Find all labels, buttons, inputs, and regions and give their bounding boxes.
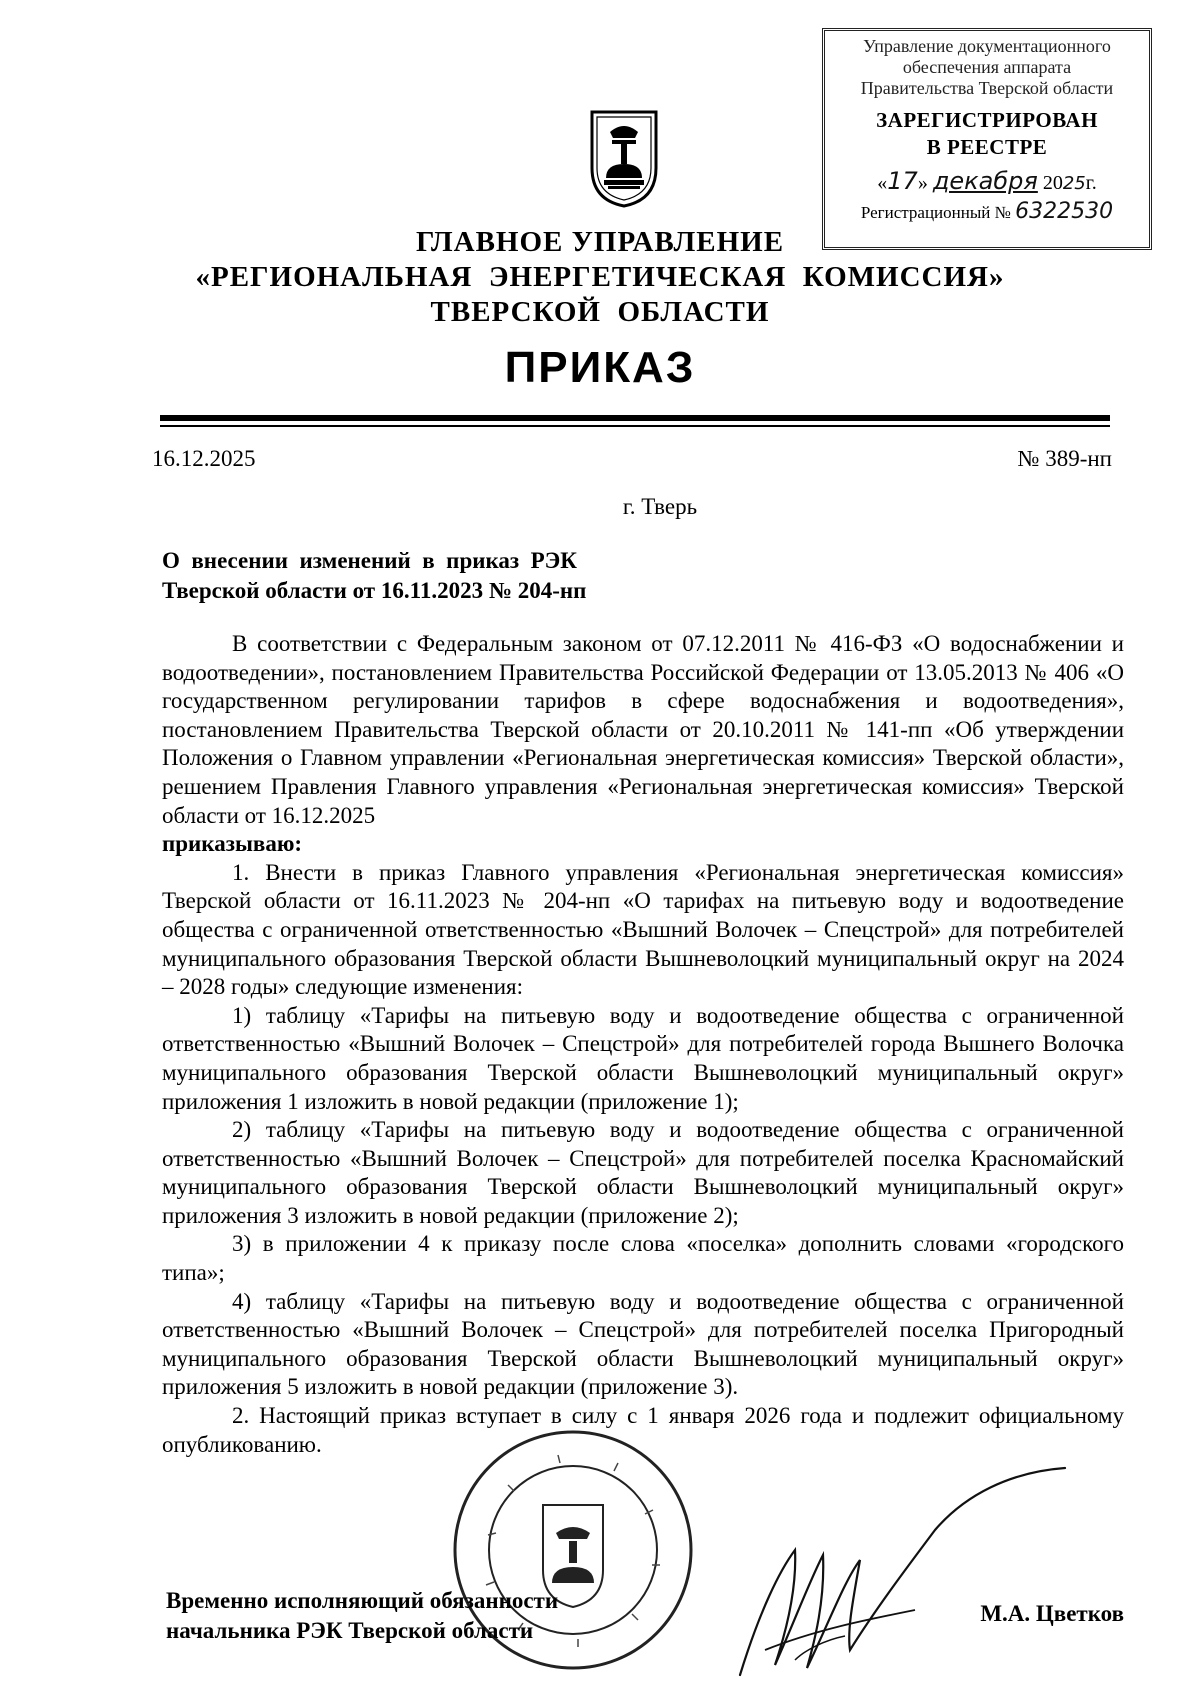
stamp-month: декабря bbox=[932, 167, 1038, 195]
stamp-year-suffix: 25 bbox=[1062, 173, 1086, 194]
agency-title-line2: «РЕГИОНАЛЬНАЯ ЭНЕРГЕТИЧЕСКАЯ КОМИССИЯ» bbox=[195, 261, 1005, 293]
stamp-status bbox=[825, 107, 1149, 161]
document-subject bbox=[162, 546, 586, 606]
document-type-title: ПРИКАЗ bbox=[504, 343, 696, 392]
signer-name: М.А. Цветков bbox=[980, 1601, 1124, 1626]
agency-title-line3: ТВЕРСКОЙ ОБЛАСТИ bbox=[430, 296, 770, 328]
stamp-date: «17» декабря 2025г. bbox=[877, 167, 1097, 195]
stamp-office-line: Правительства Тверской области bbox=[860, 78, 1114, 98]
order-subitem-4: 4) таблицу «Тарифы на питьевую воду и водоотведение общества с ограниченной ответственностью «Вышний Волочек – Спецстрой» для потребителей поселка Пригородный муниципального образования Тверской области Вышневолоцкий муниципальный округ» приложения 5 изложить в новой редакции (приложение 3). bbox=[162, 1288, 1124, 1400]
stamp-office-line: Управление документационного bbox=[863, 36, 1111, 56]
coat-of-arms-icon bbox=[588, 108, 660, 208]
document-number: № 389-нп bbox=[1017, 446, 1112, 471]
subject-line2: Тверской области от 16.11.2023 № 204-нп bbox=[162, 578, 587, 603]
stamp-reg-row bbox=[825, 199, 1149, 224]
document-body bbox=[162, 630, 1124, 1459]
stamp-reg-label: Регистрационный № bbox=[860, 203, 1011, 222]
agency-title-line1: ГЛАВНОЕ УПРАВЛЕНИЕ bbox=[415, 226, 785, 258]
order-word: приказываю: bbox=[162, 831, 303, 857]
order-item-1: 1. Внести в приказ Главного управления «Региональная энергетическая комиссия» Тверской области от 16.11.2023 № 204-нп «О тарифах на питьевую воду и водоотведение общества с ограниченной ответственностью «Вышний Волочек – Спецстрой» для потребителей муниципального образования Тверской области Вышневолоцкий муниципальный округ на 2024 – 2028 годы» следующие изменения: bbox=[162, 859, 1124, 1000]
stamp-year-mark: г. bbox=[1085, 172, 1097, 194]
order-subitem-1: 1) таблицу «Тарифы на питьевую воду и водоотведение общества с ограниченной ответственностью «Вышний Волочек – Спецстрой» для потребителей города Вышнего Волочка муниципального образования Тверской области Вышневолоцкий муниципальный округ» приложения 1 изложить в новой редакции (приложение 1); bbox=[162, 1002, 1124, 1114]
header-divider-thick bbox=[160, 415, 1110, 421]
order-item-2: 2. Настоящий приказ вступает в силу с 1 января 2026 года и подлежит официальному опубликованию. bbox=[162, 1403, 1124, 1457]
order-subitem-3: 3) в приложении 4 к приказу после слова «поселка» дополнить словами «городского типа»; bbox=[162, 1231, 1124, 1286]
order-subitem-2: 2) таблицу «Тарифы на питьевую воду и водоотведение общества с ограниченной ответственностью «Вышний Волочек – Спецстрой» для потребителей поселка Красномайский муниципального образования Тверской области Вышневолоцкий муниципальный округ» приложения 3 изложить в новой редакции (приложение 2); bbox=[162, 1117, 1124, 1228]
subject-line1: О внесении изменений в приказ РЭК bbox=[162, 548, 577, 573]
preamble-paragraph: В соответствии с Федеральным законом от 07.12.2011 № 416-ФЗ «О водоснабжении и водоотведении», постановлением Правительства Российской Федерации от 13.05.2013 № 406 «О государственном регулировании тарифов в сфере водоснабжения и водоотведения», постановлением Правительства Тверской области от 20.10.2011 № 141-пп «Об утверждении Положения о Главном управлении «Региональная энергетическая комиссия» Тверской области», решением Правления Главного управления «Региональная энергетическая комиссия» Тверской области от 16.12.2025 bbox=[162, 631, 1124, 828]
document-date: 16.12.2025 bbox=[152, 446, 256, 471]
signer-position bbox=[166, 1586, 558, 1646]
stamp-year-prefix: 20 bbox=[1042, 172, 1063, 194]
registration-stamp bbox=[822, 28, 1152, 250]
stamp-reg-number: 6322530 bbox=[1015, 199, 1114, 224]
signer-position-line1: Временно исполняющий обязанности bbox=[166, 1588, 559, 1613]
stamp-status-line2: В РЕЕСТРЕ bbox=[926, 135, 1048, 159]
signer-position-line2: начальника РЭК Тверской области bbox=[166, 1618, 534, 1643]
stamp-day: 17 bbox=[887, 167, 918, 195]
stamp-status-line1: ЗАРЕГИСТРИРОВАН bbox=[876, 108, 1098, 132]
handwritten-signature-icon bbox=[735, 1460, 1075, 1690]
header-divider-thin bbox=[160, 425, 1110, 427]
document-city: г. Тверь bbox=[622, 494, 698, 519]
stamp-office-line: обеспечения аппарата bbox=[902, 57, 1072, 77]
